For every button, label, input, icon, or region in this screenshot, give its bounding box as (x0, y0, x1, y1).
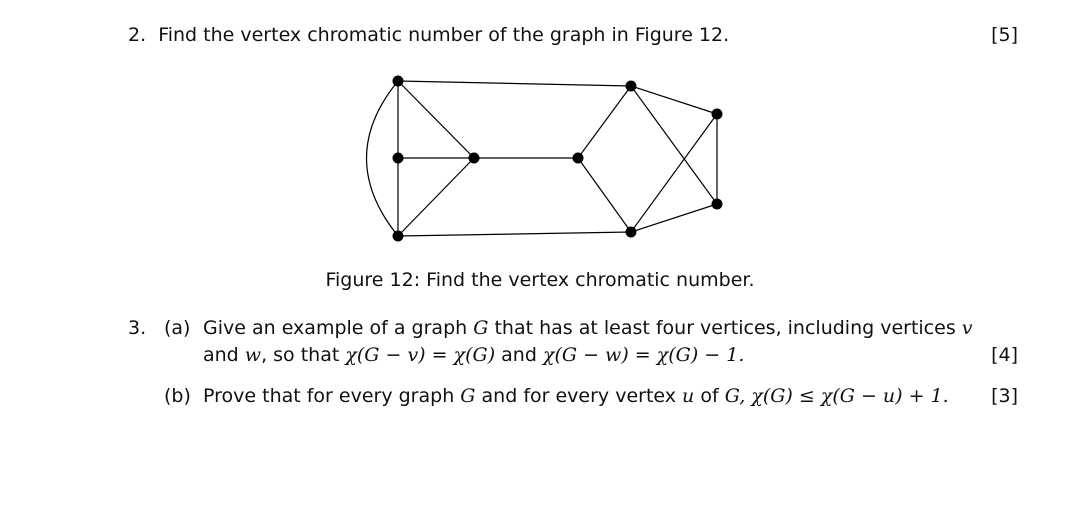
vertex (573, 153, 584, 164)
edge (398, 81, 474, 158)
edge (398, 81, 631, 86)
math-var: v (961, 317, 973, 339)
edge (398, 232, 631, 236)
text: Give an example of a graph (203, 317, 468, 339)
edge (631, 114, 717, 232)
part-a-line-1 (203, 316, 973, 340)
question-number: 2. (128, 24, 147, 46)
part-b-text (203, 384, 949, 408)
math-var: w (244, 344, 262, 366)
vertex (393, 153, 404, 164)
text: that has at least four vertices, including vertices (494, 317, 956, 339)
question-3-number: 3. (128, 317, 147, 339)
vertex (393, 231, 404, 242)
marks-q3b: [3] (991, 385, 1018, 407)
marks-q2: [5] (991, 24, 1018, 46)
text: and (203, 344, 239, 366)
edge (631, 86, 717, 204)
vertex (469, 153, 480, 164)
edge (631, 204, 717, 232)
vertex (626, 81, 637, 92)
text: of (700, 385, 719, 407)
math-expression: χ(G) ≤ χ(G − u) + 1. (751, 385, 949, 407)
vertex (712, 199, 723, 210)
part-a-label: (a) (164, 317, 191, 339)
math-var: G, (724, 385, 746, 407)
question-text: Find the vertex chromatic number of the graph in Figure 12. (158, 24, 730, 46)
text: Prove that for every graph (203, 385, 455, 407)
math-expression: χ(G − w) = χ(G) − 1. (542, 344, 745, 366)
marks-q3a: [4] (991, 344, 1018, 366)
part-b-label: (b) (164, 385, 191, 407)
vertex (626, 227, 637, 238)
vertex (712, 109, 723, 120)
edge (578, 158, 631, 232)
figure-caption: Figure 12: Find the vertex chromatic number. (325, 269, 755, 291)
graph-edges (367, 81, 718, 236)
edge (578, 86, 631, 158)
text: and for every vertex (481, 385, 676, 407)
math-var: u (682, 385, 695, 407)
text: , so that (261, 344, 340, 366)
math-var: G (460, 385, 476, 407)
text: and (501, 344, 537, 366)
vertex (393, 76, 404, 87)
edge (398, 158, 474, 236)
math-expression: χ(G − v) = χ(G) (345, 344, 496, 366)
edge (631, 86, 717, 114)
math-var: G (473, 317, 489, 339)
part-a-line-2 (203, 343, 744, 367)
